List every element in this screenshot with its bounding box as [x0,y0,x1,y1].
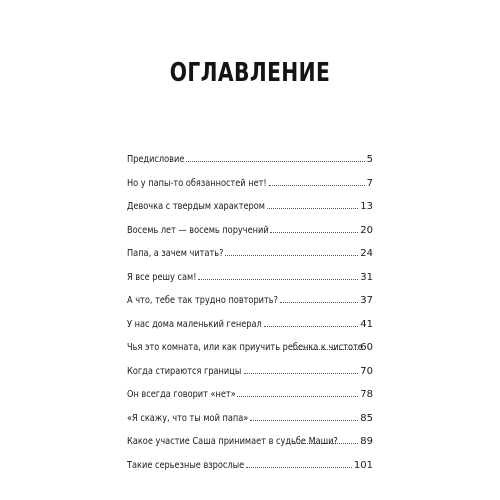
toc-leader-dots [186,152,364,162]
toc-entry-page: 37 [360,295,373,306]
toc-entry-title: У нас дома маленький генерал [127,318,262,330]
toc-entry-title: Я все решу сам! [127,271,197,283]
toc-entry-page: 7 [366,177,373,189]
toc-entry [127,152,373,176]
toc-entry-page: 20 [360,224,373,236]
toc-entry-title: Какое участие Саша принимает в судьбе Маши? [127,436,338,447]
toc-leader-dots [198,270,358,280]
toc-entry-title: Но у папы-то обязанностей нет! [127,177,267,189]
toc-entry-page: 78 [360,389,373,400]
toc-entry-page: 13 [360,201,373,212]
toc-entry-page: 101 [353,459,373,471]
toc-leader-dots [246,458,352,468]
toc-entry-page: 5 [366,154,373,165]
page-title: ОГЛАВЛЕНИЕ [169,58,331,88]
toc-entry-page: 60 [360,342,373,353]
toc-entry-page: 85 [360,412,373,424]
toc-entry-page: 31 [360,271,373,283]
toc-entry [127,223,373,247]
toc-leader-dots [270,223,358,233]
toc-entry-page: 24 [360,248,373,259]
toc-entry-title: А что, тебе так трудно повторить? [127,295,278,306]
toc-entry-title: Восемь лет — восемь поручений [127,224,269,236]
toc-entry-title: Чья это комната, или как приучить ребенка к чистоте [127,342,363,353]
toc-entry-title: Такие серьезные взрослые [127,459,245,471]
toc-leader-dots [225,246,358,256]
toc-entry [127,246,373,270]
toc-entry [127,340,373,364]
table-of-contents [127,152,373,481]
toc-leader-dots [244,364,359,374]
toc-entry [127,387,373,411]
toc-entry [127,317,373,341]
toc-entry-page: 70 [360,365,373,377]
toc-leader-dots [269,176,365,186]
toc-entry-title: Девочка с твердым характером [127,201,265,212]
toc-entry [127,293,373,317]
toc-entry-title: Он всегда говорит «нет» [127,389,236,400]
toc-entry-title: «Я скажу, что ты мой папа» [127,412,249,424]
toc-entry [127,458,373,482]
toc-entry [127,176,373,200]
toc-entry-title: Когда стираются границы [127,365,242,377]
toc-entry [127,411,373,435]
toc-entry [127,364,373,388]
toc-leader-dots [237,387,358,397]
toc-entry-title: Папа, а зачем читать? [127,248,224,259]
toc-entry [127,270,373,294]
toc-leader-dots [267,199,358,209]
toc-entry-title: Предисловие [127,154,185,165]
toc-leader-dots [264,317,358,327]
toc-entry-page: 89 [360,436,373,447]
toc-leader-dots [250,411,358,421]
toc-leader-dots [280,293,358,303]
toc-entry [127,199,373,223]
toc-entry [127,434,373,458]
toc-entry-page: 41 [360,318,373,330]
